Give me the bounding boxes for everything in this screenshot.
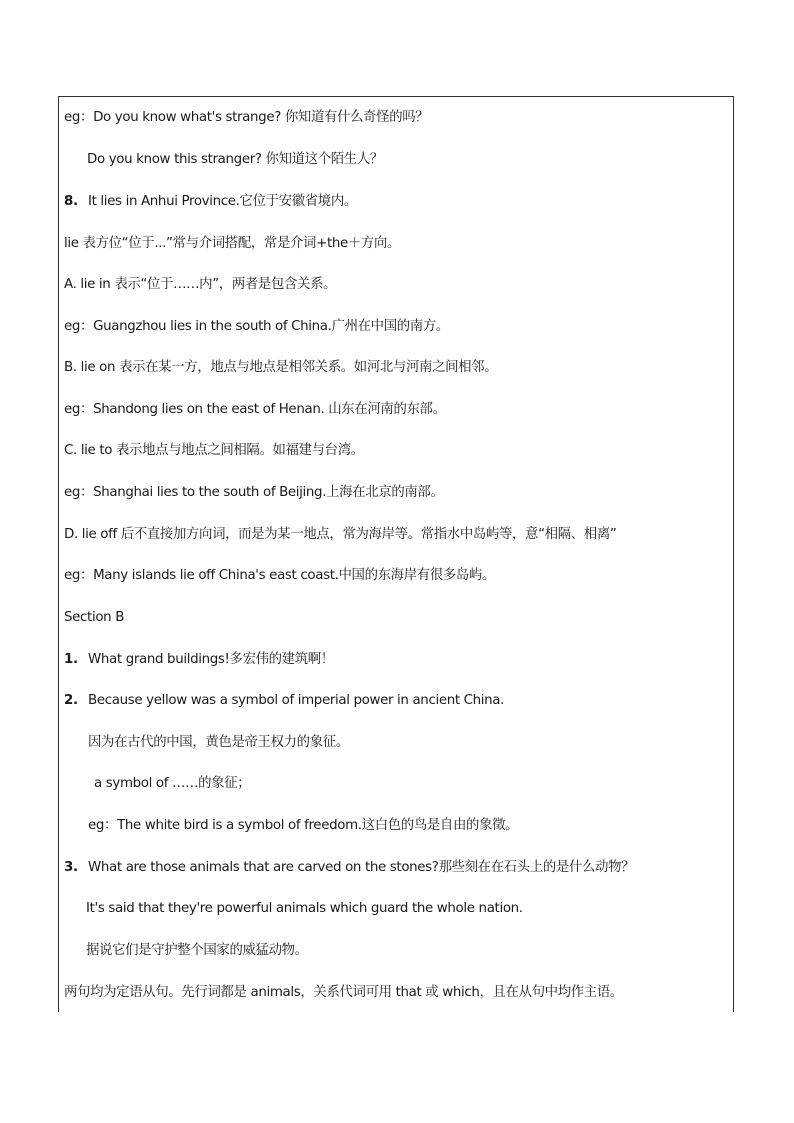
- explanation-line: 两句均为定语从句。先行词都是 animals，关系代词可用 that 或 which，且在从句中均作主语。: [64, 985, 623, 1000]
- item-number: 8.: [64, 194, 78, 209]
- example-line: eg：The white bird is a symbol of freedom.这白色的鸟是自由的象徵。: [88, 818, 519, 833]
- explanation-line: a symbol of ……的象征；: [94, 776, 251, 791]
- item-number: 1.: [64, 652, 78, 667]
- sentence-line: It's said that they're powerful animals which guard the whole nation.: [86, 901, 523, 916]
- section-heading: Section B: [64, 610, 125, 625]
- item-number: 2.: [64, 693, 78, 708]
- explanation-line: D. lie off 后不直接加方向词，而是为某一地点，常为海岸等。常指水中岛屿等，意“相隔、相离”: [64, 527, 617, 542]
- explanation-line: lie 表方位“位于...”常与介词搭配，常是介词+the＋方向。: [64, 236, 401, 251]
- example-line: eg：Shandong lies on the east of Henan. 山东在河南的东部。: [64, 402, 446, 417]
- point-heading: What are those animals that are carved on the stones?那些刻在在石头上的是什么动物？: [88, 860, 635, 875]
- example-line: eg：Do you know what's strange? 你知道有什么奇怪的吗？: [64, 110, 429, 125]
- example-line: eg：Shanghai lies to the south of Beijing.上海在北京的南部。: [64, 485, 444, 500]
- item-number: 3.: [64, 860, 78, 875]
- point-heading: What grand buildings!多宏伟的建筑啊！: [88, 652, 334, 667]
- translation-line: 据说它们是守护整个国家的威猛动物。: [86, 943, 308, 958]
- example-line: eg：Many islands lie off China's east coast.中国的东海岸有很多岛屿。: [64, 568, 495, 583]
- explanation-line: A. lie in 表示“位于……内”，两者是包含关系。: [64, 277, 337, 292]
- point-heading: Because yellow was a symbol of imperial power in ancient China.: [88, 693, 505, 708]
- translation-line: 因为在古代的中国，黄色是帝王权力的象征。: [88, 735, 349, 750]
- explanation-line: B. lie on 表示在某一方，地点与地点是相邻关系。如河北与河南之间相邻。: [64, 360, 498, 375]
- point-heading: It lies in Anhui Province.它位于安徽省境内。: [88, 194, 357, 209]
- example-line: eg：Guangzhou lies in the south of China.广州在中国的南方。: [64, 319, 449, 334]
- example-line: Do you know this stranger? 你知道这个陌生人？: [87, 152, 383, 167]
- explanation-line: C. lie to 表示地点与地点之间相隔。如福建与台湾。: [64, 443, 364, 458]
